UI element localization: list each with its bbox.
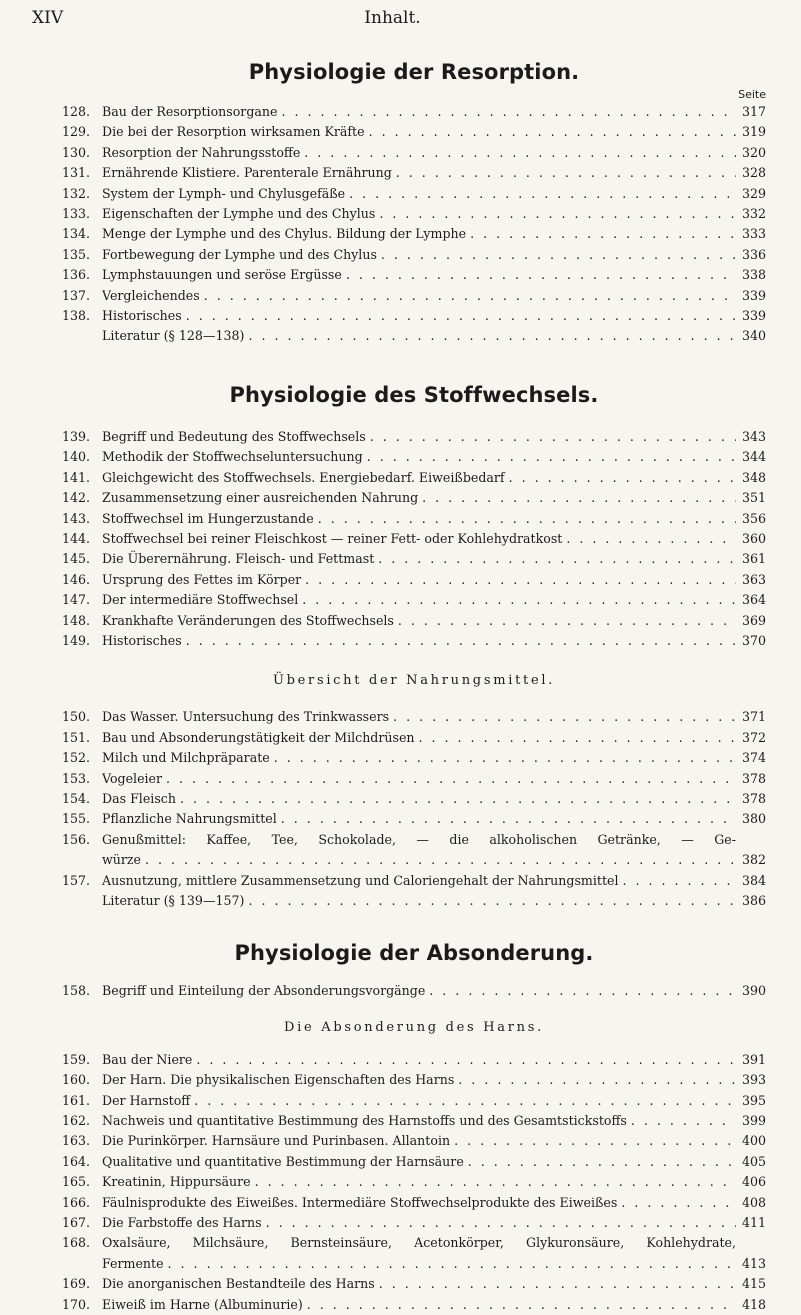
toc-entry-page: 380 xyxy=(741,811,766,827)
toc-entry-body xyxy=(102,102,736,122)
toc-entry xyxy=(62,184,766,204)
toc-entry-title: Kreatinin, Hippursäure . . . xyxy=(102,1172,736,1192)
subsection-title-nahrungsmittel: Übersicht der Nahrungsmittel. xyxy=(272,673,556,689)
toc-entry-title: Die Purinkörper. Harnsäure und Purinbasen. Allantoin . . . xyxy=(102,1131,736,1151)
toc-entry xyxy=(62,590,766,610)
toc-entry-page: 384 xyxy=(741,872,766,888)
toc-entry xyxy=(62,1233,766,1274)
toc-entry-title: Gleichgewicht des Stoffwechsels. Energiebedarf. Eiweißbedarf . . . xyxy=(102,468,736,488)
toc-entry-number: 140. xyxy=(62,449,91,465)
toc-entry-page: 390 xyxy=(741,983,766,999)
toc-entry-body xyxy=(102,427,736,447)
toc-entry-number: 169. xyxy=(62,1276,91,1292)
toc-entry-page: 369 xyxy=(741,612,766,628)
toc-entry-body xyxy=(102,1111,736,1131)
toc-entry-page: 418 xyxy=(741,1296,766,1312)
toc-entry-number: 162. xyxy=(62,1113,91,1129)
toc-entry-title: Pflanzliche Nahrungsmittel . . . xyxy=(102,809,736,829)
toc-entry xyxy=(62,1193,766,1213)
toc-entry xyxy=(62,1213,766,1233)
toc-entry-number: 128. xyxy=(62,104,91,119)
toc-entry xyxy=(62,1091,766,1111)
toc-entry-body xyxy=(102,549,736,569)
toc-entry-body xyxy=(102,830,736,871)
toc-entry-body xyxy=(102,1152,736,1172)
toc-entry-number: 161. xyxy=(62,1092,91,1108)
toc-entry-body xyxy=(102,224,736,244)
toc-entry-number: 129. xyxy=(62,124,91,140)
toc-entry xyxy=(62,265,766,285)
toc-entry-page: 351 xyxy=(741,490,766,506)
toc-entry-page: 343 xyxy=(741,428,766,444)
seite-label: Seite xyxy=(738,88,766,101)
toc-entry-body xyxy=(102,1213,736,1233)
toc-entry-title: Nachweis und quantitative Bestimmung des Harnstoffs und des Gesamtstickstoffs . . . xyxy=(102,1111,736,1131)
toc-entry-page: 338 xyxy=(741,267,766,283)
toc-entry-title: Bau der Resorptionsorgane . . . xyxy=(102,102,736,122)
toc-entry-page: 378 xyxy=(741,790,766,806)
toc-entry xyxy=(62,728,766,748)
toc-entry-title: Die bei der Resorption wirksamen Kräfte . . . xyxy=(102,122,736,142)
toc-entry-page: 360 xyxy=(741,530,766,546)
toc-entry-number: 165. xyxy=(62,1174,91,1190)
toc-list-resorption xyxy=(62,102,766,347)
toc-entry-body xyxy=(102,1070,736,1090)
toc-entry-body xyxy=(102,1172,736,1192)
toc-entry xyxy=(62,468,766,488)
toc-entry-body xyxy=(102,891,736,911)
toc-entry xyxy=(62,1070,766,1090)
toc-entry-body xyxy=(102,1295,736,1315)
toc-entry xyxy=(62,769,766,789)
toc-entry-body xyxy=(102,529,736,549)
toc-entry-title: Fermente . . . xyxy=(102,1254,736,1274)
toc-entry-number: 158. xyxy=(62,983,91,999)
toc-entry xyxy=(62,981,766,1001)
toc-entry xyxy=(62,1274,766,1294)
toc-entry-page: 328 xyxy=(741,165,766,181)
toc-entry-title-line1: Genußmittel: Kaffee, Tee, Schokolade, — die alkoholischen Getränke, — Ge- xyxy=(102,831,736,847)
toc-entry-body xyxy=(102,509,736,529)
toc-entry-page: 339 xyxy=(741,308,766,324)
toc-entry-page: 374 xyxy=(741,750,766,766)
toc-entry-number: 139. xyxy=(62,428,91,444)
toc-entry-page: 415 xyxy=(741,1276,766,1292)
toc-entry-title: Resorption der Nahrungsstoffe . . . xyxy=(102,143,736,163)
toc-entry xyxy=(62,326,766,346)
toc-entry-body xyxy=(102,809,736,829)
toc-list-nahrungsmittel xyxy=(62,707,766,911)
toc-entry-body xyxy=(102,204,736,224)
toc-entry-number: 167. xyxy=(62,1215,91,1231)
toc-entry-number: 166. xyxy=(62,1194,91,1210)
toc-entry-number: 144. xyxy=(62,530,91,546)
toc-entry-page: 399 xyxy=(741,1113,766,1129)
toc-entry xyxy=(62,102,766,122)
toc-entry-number: 156. xyxy=(62,831,91,847)
toc-entry xyxy=(62,748,766,768)
toc-entry-body xyxy=(102,447,736,467)
toc-entry-number: 143. xyxy=(62,510,91,526)
toc-entry xyxy=(62,1152,766,1172)
toc-entry xyxy=(62,1295,766,1315)
toc-entry-page: 406 xyxy=(741,1174,766,1190)
toc-entry-title: Die Farbstoffe des Harns . . . xyxy=(102,1213,736,1233)
toc-entry-page: 344 xyxy=(741,449,766,465)
toc-entry-number: 150. xyxy=(62,709,91,725)
toc-entry-title: Krankhafte Veränderungen des Stoffwechsels . . . xyxy=(102,611,736,631)
toc-entry-body xyxy=(102,1050,736,1070)
toc-entry-number: 145. xyxy=(62,551,91,567)
toc-entry-page: 320 xyxy=(741,144,766,160)
toc-entry-page: 413 xyxy=(741,1255,766,1271)
toc-entry-page: 329 xyxy=(741,185,766,201)
toc-entry-title: Fortbewegung der Lymphe und des Chylus . . . xyxy=(102,245,736,265)
toc-entry-title: Milch und Milchpräparate . . . xyxy=(102,748,736,768)
toc-entry-page: 332 xyxy=(741,206,766,222)
toc-entry xyxy=(62,427,766,447)
toc-entry xyxy=(62,891,766,911)
toc-entry xyxy=(62,871,766,891)
running-head: Inhalt. xyxy=(364,8,421,28)
toc-entry-body xyxy=(102,122,736,142)
toc-entry-title: Bau und Absonderungstätigkeit der Milchdrüsen . . . xyxy=(102,728,736,748)
toc-entry xyxy=(62,509,766,529)
toc-entry xyxy=(62,204,766,224)
toc-entry-number: 159. xyxy=(62,1051,91,1067)
toc-entry-title: Eigenschaften der Lymphe und des Chylus . . . xyxy=(102,204,736,224)
toc-entry-number xyxy=(62,891,102,911)
toc-entry xyxy=(62,570,766,590)
toc-entry-title: Literatur (§ 139—157) . . . xyxy=(102,891,736,911)
toc-entry-page: 370 xyxy=(741,632,766,648)
toc-entry-body xyxy=(102,981,736,1001)
toc-entry-body xyxy=(102,1091,736,1111)
page-number: XIV xyxy=(32,8,64,28)
section-title-resorption: Physiologie der Resorption. xyxy=(248,60,580,84)
subsection-title-harn: Die Absonderung des Harns. xyxy=(284,1019,544,1035)
toc-entry xyxy=(62,631,766,651)
toc-entry-page: 319 xyxy=(741,124,766,140)
toc-entry-number: 136. xyxy=(62,267,91,283)
toc-list-absonderung xyxy=(62,981,766,1001)
toc-entry-page: 361 xyxy=(741,551,766,567)
toc-entry-title: Ursprung des Fettes im Körper . . . xyxy=(102,570,736,590)
toc-entry-page: 395 xyxy=(741,1092,766,1108)
toc-entry-title: Begriff und Bedeutung des Stoffwechsels . . . xyxy=(102,427,736,447)
toc-entry-body xyxy=(102,769,736,789)
toc-entry-page: 391 xyxy=(741,1051,766,1067)
toc-entry-number: 152. xyxy=(62,750,91,766)
toc-entry xyxy=(62,245,766,265)
toc-entry-page: 336 xyxy=(741,246,766,262)
toc-entry-title: Historisches . . . xyxy=(102,306,736,326)
toc-entry-number: 163. xyxy=(62,1133,91,1149)
toc-entry-number: 149. xyxy=(62,632,91,648)
toc-entry-page: 317 xyxy=(741,104,766,119)
toc-entry-body xyxy=(102,143,736,163)
toc-entry-body xyxy=(102,245,736,265)
toc-entry-title: Das Fleisch . . . xyxy=(102,789,736,809)
toc-entry xyxy=(62,1131,766,1151)
toc-list-stoffwechsel xyxy=(62,427,766,651)
toc-entry-body xyxy=(102,286,736,306)
toc-entry-page: 408 xyxy=(741,1194,766,1210)
toc-entry-body xyxy=(102,163,736,183)
toc-entry xyxy=(62,1172,766,1192)
toc-entry xyxy=(62,707,766,727)
toc-entry-number: 141. xyxy=(62,469,91,485)
toc-entry-title: Literatur (§ 128—138) . . . xyxy=(102,326,736,346)
toc-entry-number: 160. xyxy=(62,1072,91,1088)
toc-entry-number: 154. xyxy=(62,790,91,806)
toc-entry-number: 142. xyxy=(62,490,91,506)
toc-entry-page: 364 xyxy=(741,592,766,608)
toc-entry-number: 147. xyxy=(62,592,91,608)
page-header xyxy=(32,8,753,38)
toc-entry-number: 164. xyxy=(62,1153,91,1169)
toc-entry-page: 356 xyxy=(741,510,766,526)
toc-entry xyxy=(62,611,766,631)
toc-entry-title: Menge der Lymphe und des Chylus. Bildung der Lymphe . . . xyxy=(102,224,736,244)
toc-entry-title: Die Überernährung. Fleisch- und Fettmast . . . xyxy=(102,549,736,569)
toc-entry-title: Qualitative und quantitative Bestimmung der Harnsäure . . . xyxy=(102,1152,736,1172)
toc-entry-title: Ausnutzung, mittlere Zusammensetzung und Caloriengehalt der Nahrungsmittel . . . xyxy=(102,871,736,891)
toc-entry-title: Der intermediäre Stoffwechsel . . . xyxy=(102,590,736,610)
toc-entry-title: Begriff und Einteilung der Absonderungsvorgänge . . . xyxy=(102,981,736,1001)
toc-entry-body xyxy=(102,590,736,610)
toc-entry xyxy=(62,830,766,871)
toc-entry-body xyxy=(102,871,736,891)
toc-entry-title: Eiweiß im Harne (Albuminurie) . . . xyxy=(102,1295,736,1315)
toc-entry-body xyxy=(102,184,736,204)
toc-entry-title: Lymphstauungen und seröse Ergüsse . . . xyxy=(102,265,736,285)
toc-entry-number: 137. xyxy=(62,287,91,303)
toc-entry-title: Historisches . . . xyxy=(102,631,736,651)
toc-entry xyxy=(62,163,766,183)
toc-entry-title: System der Lymph- und Chylusgefäße . . . xyxy=(102,184,736,204)
toc-entry xyxy=(62,122,766,142)
toc-entry-body xyxy=(102,1274,736,1294)
toc-entry-title: Der Harnstoff . . . xyxy=(102,1091,736,1111)
toc-entry-body xyxy=(102,570,736,590)
toc-entry-body xyxy=(102,631,736,651)
toc-entry-body xyxy=(102,748,736,768)
toc-entry-title: Fäulnisprodukte des Eiweißes. Intermediäre Stoffwechselprodukte des Eiweißes . . . xyxy=(102,1193,736,1213)
toc-entry-page: 339 xyxy=(741,287,766,303)
toc-entry-number: 157. xyxy=(62,872,91,888)
toc-entry-title: Stoffwechsel im Hungerzustande . . . xyxy=(102,509,736,529)
toc-entry xyxy=(62,1111,766,1131)
toc-entry-number: 131. xyxy=(62,165,91,181)
toc-entry-title: Zusammensetzung einer ausreichenden Nahrung . . . xyxy=(102,488,736,508)
toc-entry-page: 363 xyxy=(741,571,766,587)
toc-entry-body xyxy=(102,306,736,326)
section-title-stoffwechsel: Physiologie des Stoffwechsels. xyxy=(229,382,599,407)
toc-entry-page: 348 xyxy=(741,469,766,485)
toc-entry-page: 405 xyxy=(741,1153,766,1169)
toc-entry-page: 371 xyxy=(741,709,766,725)
toc-entry xyxy=(62,286,766,306)
toc-entry-title: Der Harn. Die physikalischen Eigenschaften des Harns . . . xyxy=(102,1070,736,1090)
toc-entry-body xyxy=(102,468,736,488)
toc-entry-title-line1: Oxalsäure, Milchsäure, Bernsteinsäure, Acetonkörper, Glykuronsäure, Kohlehydrate, xyxy=(102,1235,736,1251)
toc-entry-page: 333 xyxy=(741,226,766,242)
toc-entry-title: Vergleichendes . . . xyxy=(102,286,736,306)
toc-entry xyxy=(62,488,766,508)
toc-entry-body xyxy=(102,326,736,346)
toc-entry-number: 132. xyxy=(62,185,91,201)
toc-entry-number: 135. xyxy=(62,246,91,262)
toc-entry-number: 138. xyxy=(62,308,91,324)
toc-entry xyxy=(62,529,766,549)
toc-entry-title: Bau der Niere . . . xyxy=(102,1050,736,1070)
toc-entry xyxy=(62,1050,766,1070)
toc-entry-page: 382 xyxy=(741,852,766,868)
toc-entry-number: 148. xyxy=(62,612,91,628)
toc-entry-body xyxy=(102,707,736,727)
toc-entry-body xyxy=(102,488,736,508)
toc-entry-body xyxy=(102,1193,736,1213)
toc-entry xyxy=(62,549,766,569)
toc-entry-page: 411 xyxy=(741,1215,766,1231)
toc-entry-title: Die anorganischen Bestandteile des Harns . . . xyxy=(102,1274,736,1294)
toc-entry-body xyxy=(102,728,736,748)
toc-entry-number: 146. xyxy=(62,571,91,587)
toc-entry-body xyxy=(102,789,736,809)
toc-list-harn xyxy=(62,1050,766,1315)
section-title-absonderung: Physiologie der Absonderung. xyxy=(234,941,594,966)
toc-entry-page: 393 xyxy=(741,1072,766,1088)
toc-entry-page: 378 xyxy=(741,770,766,786)
toc-entry-title: Das Wasser. Untersuchung des Trinkwassers . . . xyxy=(102,707,736,727)
toc-entry xyxy=(62,789,766,809)
toc-entry xyxy=(62,224,766,244)
toc-entry-body xyxy=(102,265,736,285)
toc-entry-body xyxy=(102,1131,736,1151)
toc-entry-title: würze . . . xyxy=(102,850,736,870)
toc-content xyxy=(62,60,766,1315)
toc-entry-title: Methodik der Stoffwechseluntersuchung . . . xyxy=(102,447,736,467)
toc-entry-number: 130. xyxy=(62,144,91,160)
toc-entry xyxy=(62,447,766,467)
toc-entry xyxy=(62,143,766,163)
toc-entry-number: 153. xyxy=(62,770,91,786)
toc-entry xyxy=(62,306,766,326)
toc-entry-number: 151. xyxy=(62,729,91,745)
toc-entry-title: Stoffwechsel bei reiner Fleischkost — reiner Fett- oder Kohlehydratkost . . . xyxy=(102,529,736,549)
toc-entry-page: 386 xyxy=(741,893,766,908)
toc-entry-number: 134. xyxy=(62,226,91,242)
toc-entry-number xyxy=(62,326,102,346)
toc-entry-page: 372 xyxy=(741,729,766,745)
toc-entry-page: 400 xyxy=(741,1133,766,1149)
toc-entry-title: Ernährende Klistiere. Parenterale Ernährung . . . xyxy=(102,163,736,183)
toc-entry-number: 155. xyxy=(62,811,91,827)
toc-entry-body xyxy=(102,1233,736,1274)
toc-entry-number: 168. xyxy=(62,1235,91,1251)
toc-entry-title: Vogeleier . . . xyxy=(102,769,736,789)
toc-entry xyxy=(62,809,766,829)
toc-entry-number: 133. xyxy=(62,206,91,222)
toc-entry-body xyxy=(102,611,736,631)
toc-entry-page: 340 xyxy=(741,328,766,344)
toc-entry-number: 170. xyxy=(62,1296,91,1312)
